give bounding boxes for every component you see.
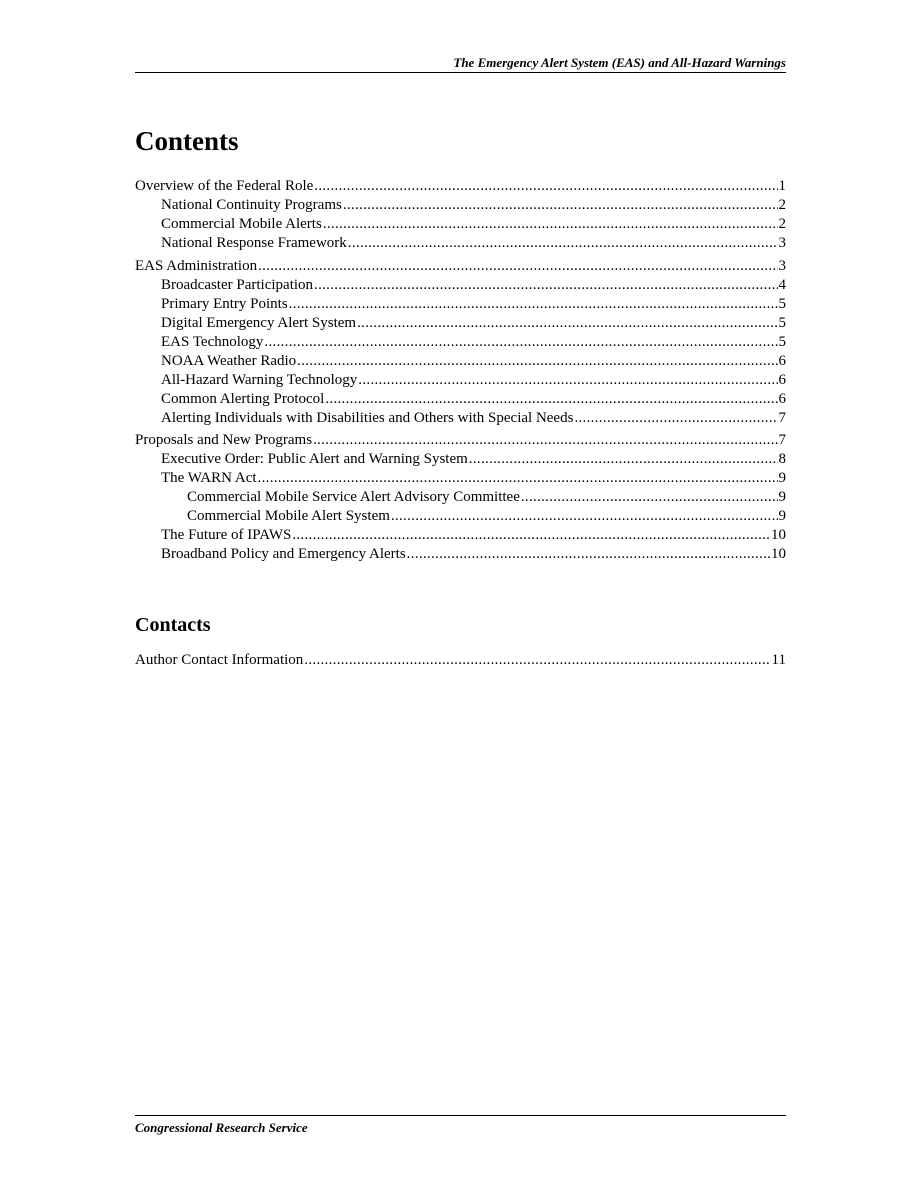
running-footer: Congressional Research Service bbox=[135, 1120, 308, 1135]
toc-entry-page-number: 6 bbox=[778, 352, 786, 369]
toc-entry-label: Common Alerting Protocol bbox=[161, 390, 325, 407]
toc-entry[interactable] bbox=[135, 488, 786, 507]
toc-entry-row bbox=[135, 545, 786, 564]
toc-entry-row bbox=[135, 488, 786, 507]
toc-entry-label: National Continuity Programs bbox=[161, 197, 342, 213]
toc-entry-row bbox=[135, 651, 786, 670]
toc-entry-page-number: 10 bbox=[771, 527, 786, 544]
dot-leader bbox=[314, 177, 777, 196]
toc-entry-label: EAS Administration bbox=[135, 257, 258, 274]
running-header: The Emergency Alert System (EAS) and All-Hazard Warnings bbox=[453, 55, 786, 70]
toc-entry[interactable] bbox=[135, 352, 786, 371]
toc-entry-label: National Response Framework bbox=[161, 235, 347, 251]
toc-entry-page-number: 7 bbox=[778, 432, 786, 449]
dot-leader bbox=[343, 196, 778, 215]
toc-entry-page-number: 11 bbox=[771, 652, 786, 668]
dot-leader bbox=[314, 276, 777, 295]
footer-rule bbox=[135, 1115, 786, 1116]
toc-entry-label: The WARN Act bbox=[161, 470, 257, 487]
toc-entry-row bbox=[135, 371, 786, 390]
document-page bbox=[135, 0, 786, 1191]
toc-entry-label: Author Contact Information bbox=[135, 652, 304, 668]
dot-leader bbox=[292, 526, 770, 545]
toc-entry-label: All-Hazard Warning Technology bbox=[161, 371, 358, 388]
toc-entry[interactable] bbox=[135, 409, 786, 428]
toc-entry-page-number: 1 bbox=[778, 178, 786, 194]
toc-entry[interactable] bbox=[135, 390, 786, 409]
toc-entry-row bbox=[135, 196, 786, 215]
toc-entry-page-number: 2 bbox=[778, 197, 786, 213]
dot-leader bbox=[297, 352, 777, 371]
dot-leader bbox=[258, 469, 778, 488]
toc-entry-label: Primary Entry Points bbox=[161, 295, 288, 312]
header-rule bbox=[135, 72, 786, 73]
toc-entry-row bbox=[135, 177, 786, 196]
toc-entry[interactable] bbox=[135, 333, 786, 352]
toc-entry-label: Executive Order: Public Alert and Warning System bbox=[161, 451, 468, 468]
toc-entry-label: Proposals and New Programs bbox=[135, 432, 313, 449]
toc-entry-label: EAS Technology bbox=[161, 333, 264, 350]
toc-entry-label: Commercial Mobile Service Alert Advisory Committee bbox=[187, 489, 520, 506]
toc-entry-label: Commercial Mobile Alert System bbox=[187, 508, 390, 525]
toc-entry[interactable] bbox=[135, 651, 786, 670]
toc-entry-page-number: 3 bbox=[778, 235, 786, 251]
toc-entry-page-number: 7 bbox=[778, 409, 786, 426]
toc-entry-row bbox=[135, 314, 786, 333]
toc-entry-label: Digital Emergency Alert System bbox=[161, 314, 357, 331]
toc-entry[interactable] bbox=[135, 469, 786, 488]
toc-entry-page-number: 5 bbox=[778, 314, 786, 331]
dot-leader bbox=[348, 234, 778, 253]
contents-list bbox=[135, 177, 786, 564]
dot-leader bbox=[289, 295, 778, 314]
toc-entry[interactable] bbox=[135, 431, 786, 450]
dot-leader bbox=[325, 390, 777, 409]
toc-entry[interactable] bbox=[135, 526, 786, 545]
dot-leader bbox=[258, 257, 777, 276]
dot-leader bbox=[407, 545, 770, 564]
toc-entry-row bbox=[135, 409, 786, 428]
toc-entry-row bbox=[135, 295, 786, 314]
contacts-list bbox=[135, 651, 786, 670]
toc-entry-row bbox=[135, 526, 786, 545]
toc-entry-row bbox=[135, 352, 786, 371]
toc-entry[interactable] bbox=[135, 545, 786, 564]
toc-entry[interactable] bbox=[135, 257, 786, 276]
toc-entry-label: The Future of IPAWS bbox=[161, 527, 292, 544]
toc-entry-row bbox=[135, 257, 786, 276]
toc-entry[interactable] bbox=[135, 177, 786, 196]
toc-entry[interactable] bbox=[135, 314, 786, 333]
toc-entry-page-number: 9 bbox=[778, 508, 786, 525]
toc-entry-row bbox=[135, 450, 786, 469]
dot-leader bbox=[574, 409, 777, 428]
toc-entry-page-number: 8 bbox=[778, 451, 786, 468]
dot-leader bbox=[469, 450, 778, 469]
toc-entry-page-number: 3 bbox=[778, 257, 786, 274]
toc-entry-label: Commercial Mobile Alerts bbox=[161, 216, 322, 232]
toc-entry-page-number: 9 bbox=[778, 489, 786, 506]
dot-leader bbox=[521, 488, 778, 507]
toc-entry-label: NOAA Weather Radio bbox=[161, 352, 297, 369]
toc-entry[interactable] bbox=[135, 507, 786, 526]
toc-entry-page-number: 6 bbox=[778, 390, 786, 407]
contents-heading: Contents bbox=[135, 126, 239, 156]
toc-entry-row bbox=[135, 390, 786, 409]
toc-entry-page-number: 6 bbox=[778, 371, 786, 388]
dot-leader bbox=[357, 314, 777, 333]
toc-entry-row bbox=[135, 215, 786, 234]
dot-leader bbox=[304, 651, 770, 670]
dot-leader bbox=[264, 333, 777, 352]
toc-entry[interactable] bbox=[135, 234, 786, 253]
toc-entry-row bbox=[135, 333, 786, 352]
contacts-heading: Contacts bbox=[135, 614, 211, 636]
toc-entry[interactable] bbox=[135, 450, 786, 469]
toc-entry-page-number: 10 bbox=[771, 546, 786, 563]
toc-entry[interactable] bbox=[135, 276, 786, 295]
toc-entry-page-number: 5 bbox=[778, 295, 786, 312]
toc-entry-page-number: 9 bbox=[778, 470, 786, 487]
toc-entry-page-number: 5 bbox=[778, 333, 786, 350]
toc-entry-row bbox=[135, 431, 786, 450]
toc-entry-row bbox=[135, 276, 786, 295]
toc-entry-label: Overview of the Federal Role bbox=[135, 178, 314, 194]
toc-entry-row bbox=[135, 234, 786, 253]
toc-entry[interactable] bbox=[135, 295, 786, 314]
toc-entry-label: Alerting Individuals with Disabilities and Others with Special Needs bbox=[161, 409, 574, 426]
toc-entry-page-number: 2 bbox=[778, 216, 786, 232]
toc-entry-row bbox=[135, 469, 786, 488]
toc-entry[interactable] bbox=[135, 371, 786, 390]
dot-leader bbox=[313, 431, 777, 450]
dot-leader bbox=[323, 215, 778, 234]
toc-entry-label: Broadcaster Participation bbox=[161, 276, 314, 293]
toc-entry[interactable] bbox=[135, 215, 786, 234]
dot-leader bbox=[358, 371, 777, 390]
toc-entry-label: Broadband Policy and Emergency Alerts bbox=[161, 546, 406, 563]
dot-leader bbox=[391, 507, 778, 526]
toc-entry-row bbox=[135, 507, 786, 526]
toc-entry[interactable] bbox=[135, 196, 786, 215]
toc-entry-page-number: 4 bbox=[778, 276, 786, 293]
